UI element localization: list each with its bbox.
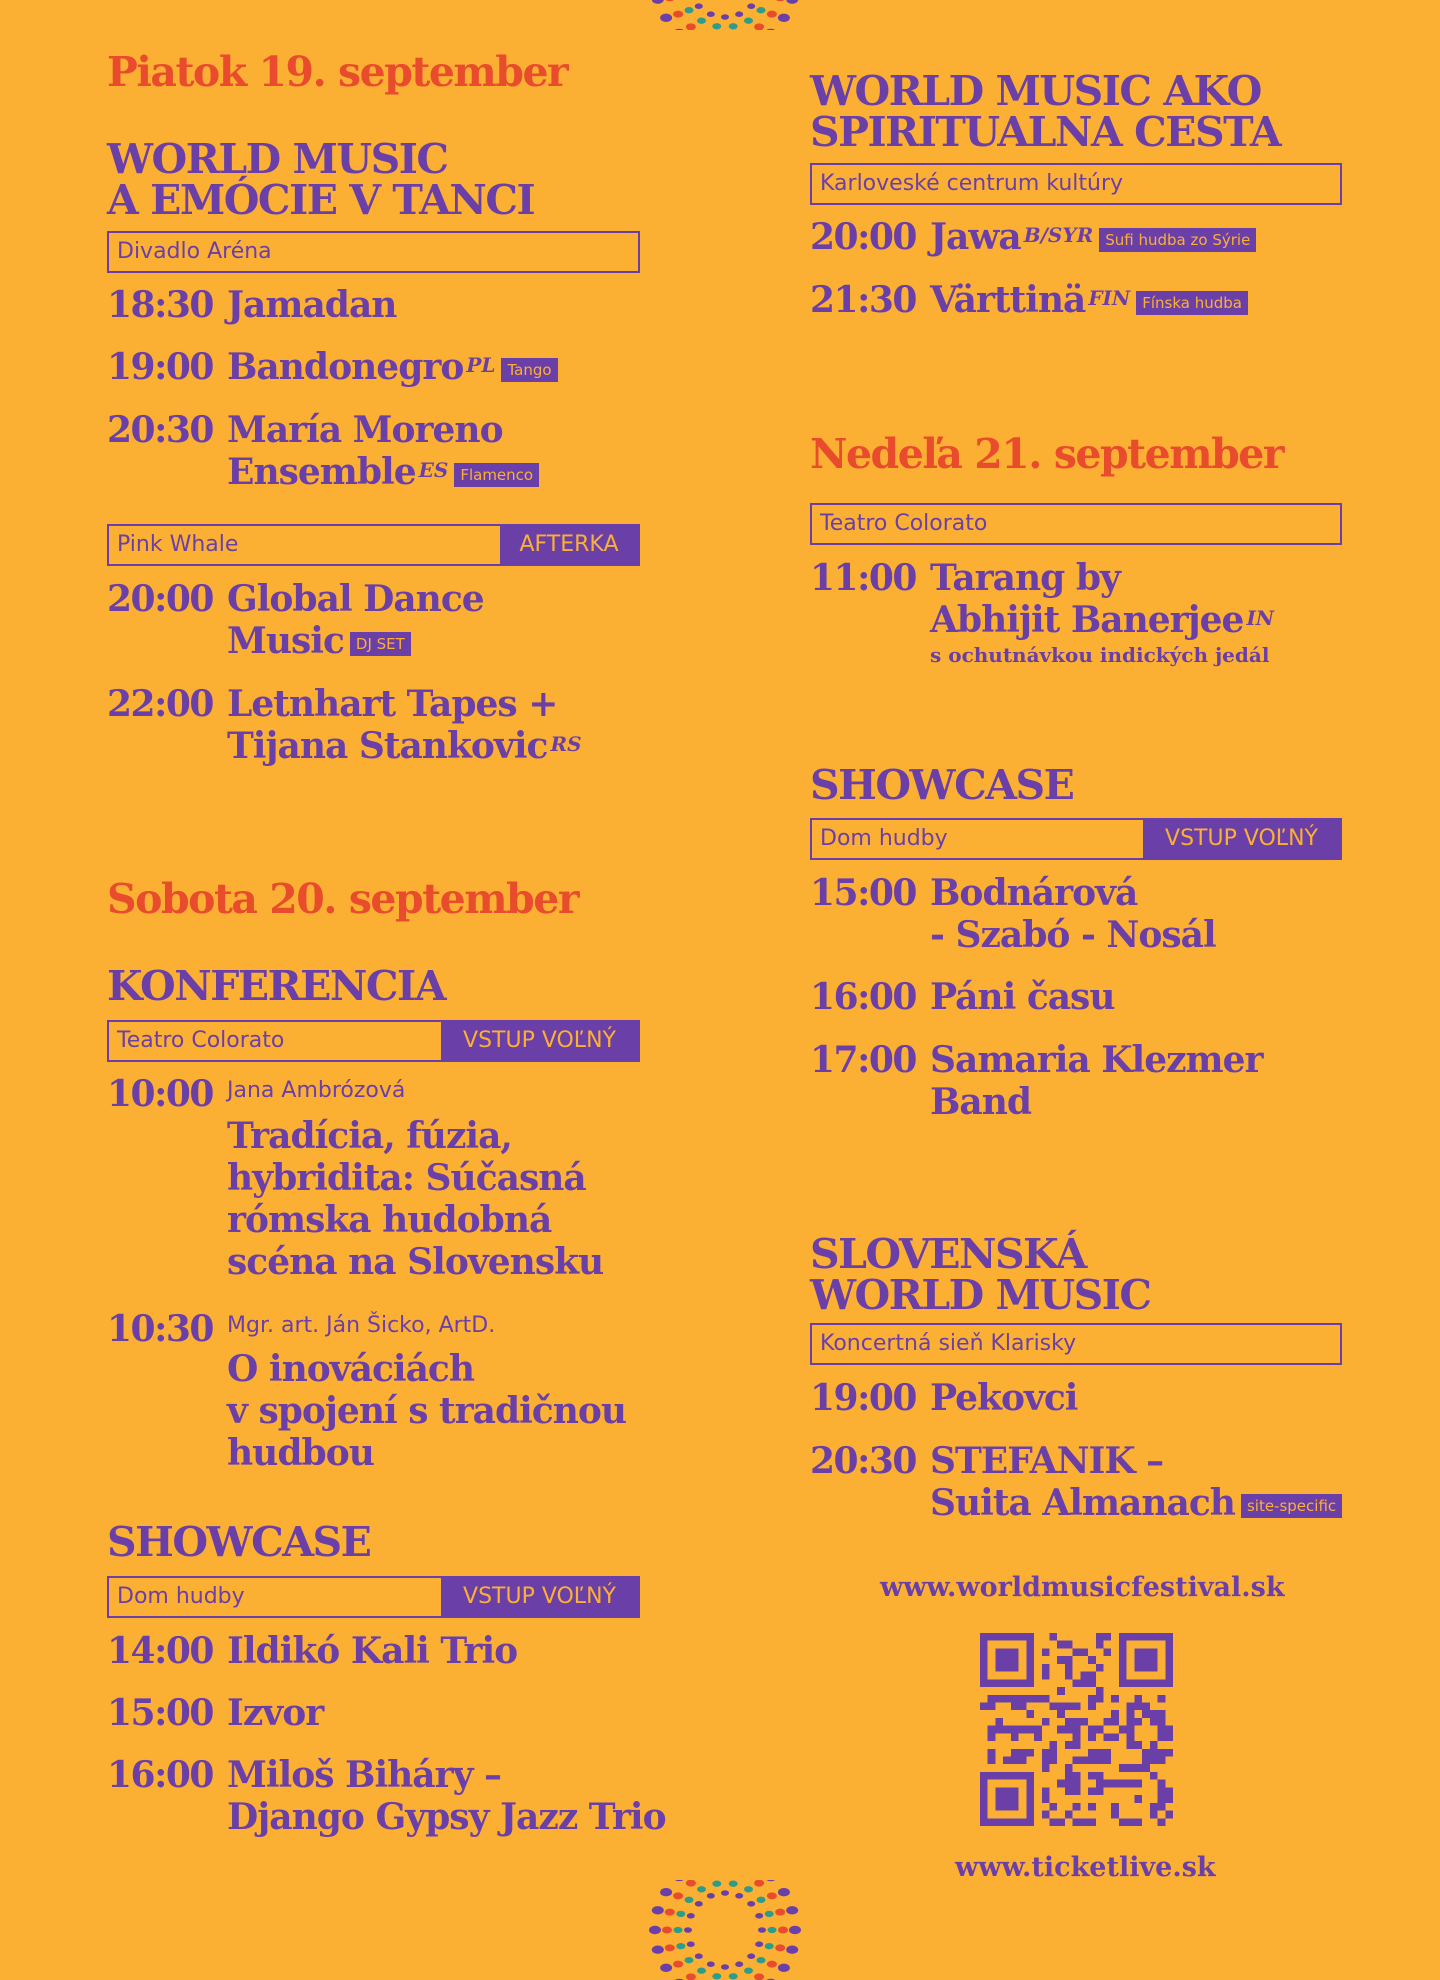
origin-code: PL <box>466 353 496 377</box>
section-title-showcase: SHOWCASE <box>107 1518 371 1566</box>
event-act <box>227 578 484 662</box>
act-name: Värttinä <box>930 279 1086 321</box>
act-name-line1: Global Dance <box>227 578 484 620</box>
venue-name: Dom hudby <box>820 826 948 851</box>
act-name-line2: Abhijit Banerjee <box>930 599 1244 641</box>
venue-name: Dom hudby <box>117 1584 245 1609</box>
section-title-showcase: SHOWCASE <box>810 761 1074 809</box>
event-act <box>930 1440 1342 1524</box>
website-link[interactable]: www.worldmusicfestival.sk <box>880 1572 1285 1603</box>
venue-tag: VSTUP VOĽNÝ <box>1143 820 1340 858</box>
event-note: s ochutnávkou indických jedál <box>930 643 1270 667</box>
act-name-line2: Music <box>227 620 344 662</box>
event-time: 10:30 <box>107 1308 213 1350</box>
genre-badge: site-specific <box>1241 1494 1342 1518</box>
event-time: 20:30 <box>810 1440 916 1482</box>
act-name-line2: Band <box>930 1081 1032 1123</box>
venue-name: Pink Whale <box>117 532 239 557</box>
event-time: 19:00 <box>107 346 213 388</box>
genre-badge: Fínska hudba <box>1136 291 1248 315</box>
act-name-line1: Letnhart Tapes + <box>227 683 558 725</box>
act-name-line2: Tijana Stankovic <box>227 725 548 767</box>
talk-speaker: Mgr. art. Ján Šicko, ArtD. <box>227 1313 496 1338</box>
event-time: 20:00 <box>810 216 916 258</box>
event-time: 20:30 <box>107 409 213 451</box>
venue-name: Teatro Colorato <box>820 511 988 536</box>
event-act <box>227 1754 666 1838</box>
origin-code: ES <box>418 458 449 482</box>
section-title-dance: WORLD MUSIC A EMÓCIE V TANCI <box>107 135 535 224</box>
act-name-line1: Samaria Klezmer <box>930 1039 1263 1081</box>
venue-box-teatro-colorato <box>107 1020 640 1062</box>
venue-tag: AFTERKA <box>500 526 638 564</box>
ticket-link[interactable]: www.ticketlive.sk <box>955 1852 1216 1883</box>
act-name-line1: Bodnárová <box>930 872 1138 914</box>
section-title-spiritual: WORLD MUSIC AKO SPIRITUALNA CESTA <box>810 67 1281 156</box>
mandala-ornament-bottom-icon <box>645 1880 805 1980</box>
origin-code: FIN <box>1088 286 1131 310</box>
event-time: 15:00 <box>810 872 916 914</box>
act-name-line1: María Moreno <box>227 409 503 451</box>
act-name-line2: Ensemble <box>227 451 416 493</box>
act-name-line1: STEFANIK – <box>930 1440 1164 1482</box>
event-act <box>930 557 1274 669</box>
venue-name: Karloveské centrum kultúry <box>820 171 1124 196</box>
day-heading-friday: Piatok 19. september <box>107 48 568 96</box>
event-time: 21:30 <box>810 279 916 321</box>
venue-box-teatro-colorato <box>810 503 1342 545</box>
venue-box-divadlo-arena <box>107 231 640 273</box>
venue-box-pink-whale <box>107 524 640 566</box>
event-act: Páni času <box>930 976 1115 1018</box>
talk-title: Tradícia, fúzia, hybridita: Súčasná rómska hudobná scéna na Slovensku <box>227 1115 604 1283</box>
event-act: Izvor <box>227 1692 324 1734</box>
event-act: Ildikó Kali Trio <box>227 1630 518 1672</box>
act-name-line2: - Szabó - Nosál <box>930 914 1216 956</box>
genre-badge: DJ SET <box>350 632 411 656</box>
day-heading-sunday: Nedeľa 21. september <box>810 430 1283 478</box>
event-time: 14:00 <box>107 1630 213 1672</box>
section-title-slovak: SLOVENSKÁ WORLD MUSIC <box>810 1230 1151 1319</box>
event-time: 20:00 <box>107 578 213 620</box>
venue-box-klarisky <box>810 1323 1342 1365</box>
event-act: Jamadan <box>227 284 397 326</box>
event-act <box>930 216 1256 258</box>
event-time: 11:00 <box>810 557 916 599</box>
act-name-line1: Miloš Biháry – <box>227 1754 502 1796</box>
event-act <box>930 872 1216 956</box>
event-act <box>930 279 1248 321</box>
venue-tag: VSTUP VOĽNÝ <box>441 1578 638 1616</box>
section-title-konferencia: KONFERENCIA <box>107 962 446 1010</box>
event-act: Pekovci <box>930 1377 1078 1419</box>
mandala-ornament-top-icon <box>645 0 805 30</box>
event-act <box>227 409 539 493</box>
genre-badge: Flamenco <box>454 463 539 487</box>
event-time: 16:00 <box>810 976 916 1018</box>
talk-speaker: Jana Ambrózová <box>227 1078 406 1103</box>
day-heading-saturday: Sobota 20. september <box>107 875 578 923</box>
venue-box-karlovesky <box>810 163 1342 205</box>
venue-name: Divadlo Aréna <box>117 239 272 264</box>
venue-name: Teatro Colorato <box>117 1028 285 1053</box>
event-time: 22:00 <box>107 683 213 725</box>
origin-code: RS <box>550 732 582 756</box>
venue-tag: VSTUP VOĽNÝ <box>441 1022 638 1060</box>
event-act <box>227 346 558 388</box>
event-time: 10:00 <box>107 1073 213 1115</box>
genre-badge: Tango <box>501 358 557 382</box>
act-name-line1: Tarang by <box>930 557 1120 599</box>
act-name: Jawa <box>930 216 1021 258</box>
event-time: 19:00 <box>810 1377 916 1419</box>
venue-box-dom-hudby <box>810 818 1342 860</box>
event-time: 17:00 <box>810 1039 916 1081</box>
event-act <box>930 1039 1263 1123</box>
venue-box-dom-hudby <box>107 1576 640 1618</box>
origin-code: B/SYR <box>1023 223 1094 247</box>
qr-code-icon[interactable] <box>980 1633 1173 1826</box>
act-name: Bandonegro <box>227 346 464 388</box>
talk-title: O inováciách v spojení s tradičnou hudbou <box>227 1348 627 1474</box>
event-time: 15:00 <box>107 1692 213 1734</box>
event-act <box>227 683 582 767</box>
event-time: 18:30 <box>107 284 213 326</box>
venue-name: Koncertná sieň Klarisky <box>820 1331 1077 1356</box>
origin-code: IN <box>1246 606 1275 630</box>
genre-badge: Sufi hudba zo Sýrie <box>1099 228 1256 252</box>
act-name-line2: Suita Almanach <box>930 1482 1235 1524</box>
event-time: 16:00 <box>107 1754 213 1796</box>
act-name-line2: Django Gypsy Jazz Trio <box>227 1796 666 1838</box>
